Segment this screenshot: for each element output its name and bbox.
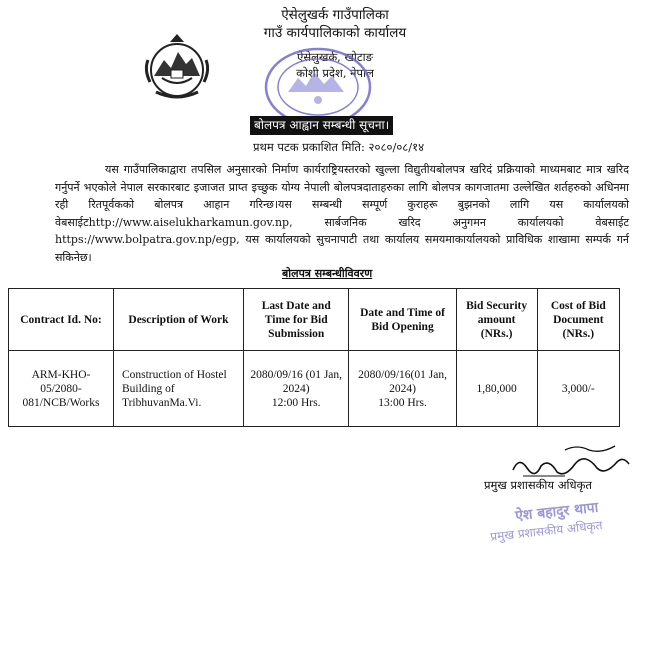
signature-icon xyxy=(505,438,635,483)
table-header-row xyxy=(9,289,620,351)
cell-last-date xyxy=(243,351,349,427)
last-time-value: 12:00 Hrs. xyxy=(271,396,321,409)
notice-title: बोलपत्र आह्वान सम्बन्धी सूचना। xyxy=(250,116,393,135)
office-name: गाउँ कार्यपालिकाको कार्यालय xyxy=(263,25,407,41)
header-description: Description of Work xyxy=(113,289,243,351)
last-date-value: 2080/09/16 (01 Jan, 2024) xyxy=(250,368,343,395)
office-province: कोशी प्रदेश, नेपाल xyxy=(296,66,374,80)
cell-opening-date xyxy=(349,351,456,427)
nepal-emblem-icon xyxy=(140,30,214,104)
seal-name: ऐश बहादुर थापा xyxy=(514,499,600,525)
header-contract-id: Contract Id. No: xyxy=(9,289,114,351)
header-bid-security: Bid Security amount (NRs.) xyxy=(456,289,537,351)
opening-time-value: 13:00 Hrs. xyxy=(378,396,427,409)
header-bid-cost: Cost of Bid Document (NRs.) xyxy=(537,289,619,351)
header-last-date: Last Date and Time for Bid Submission xyxy=(243,289,349,351)
seal-title: प्रमुख प्रशासकीय अधिकृत xyxy=(489,518,604,544)
notice-body xyxy=(55,161,629,266)
header-opening-date: Date and Time of Bid Opening xyxy=(349,289,456,351)
opening-date-value: 2080/09/16(01 Jan, 2024) xyxy=(358,368,447,395)
cell-description: Construction of Hostel Building of TribhuvanMa.Vi. xyxy=(113,351,243,427)
cell-contract-id: ARM-KHO-05/2080-081/NCB/Works xyxy=(9,351,114,427)
section-title: बोलपत्र सम्बन्धीविवरण xyxy=(282,267,373,280)
cell-bid-cost: 3,000/- xyxy=(537,351,619,427)
signatory-title: प्रमुख प्रशासकीय अधिकृत xyxy=(484,478,592,492)
notice-paragraph: यस गाउँपालिकाद्वारा तपसिल अनुसारको निर्माण कार्यराष्ट्रियस्तरको खुल्ला विद्युतीयबोलपत्र खरिदं प्रक्रियाको माध्यमबाट मात्र खरिद गर्नुपर्ने भएकोले नेपाल सरकारबाट इजाजत प्राप्त इच्छुक योग्य नेपाली बोलपत्रदाताहरुका लागि बोलपत्र कागजातमा उल्लेखित शर्तहरुको अधिनमा रही रितपूर्वकको बोलपत्र आहान गरिन्छ।यस सम्बन्धी सम्पूर्ण कुराहरू बुझनको लागि यस कार्यालयको वेबसाईटhttp://www.aiselukharkamun.gov.np, सार्बजनिक खरिद अनुगमन कार्यालयको वेबसाईट https://www.bolpatra.gov.np/egp, यस कार्यालयको सुचनापाटी तथा कार्यालय समयमाकार्यालयको प्राविधिक शाखामा सम्पर्क गर्न सकिनेछ। xyxy=(55,163,629,264)
municipality-name: ऐसेलुखर्क गाउँपालिका xyxy=(281,7,389,23)
bid-details-table xyxy=(8,288,620,427)
table-row xyxy=(9,351,620,427)
cell-bid-security: 1,80,000 xyxy=(456,351,537,427)
office-location: ऐसेलुखर्क, खोटाङ xyxy=(297,50,373,64)
publish-date: प्रथम पटक प्रकाशित मिति: २०८०/०८/१४ xyxy=(253,140,425,154)
